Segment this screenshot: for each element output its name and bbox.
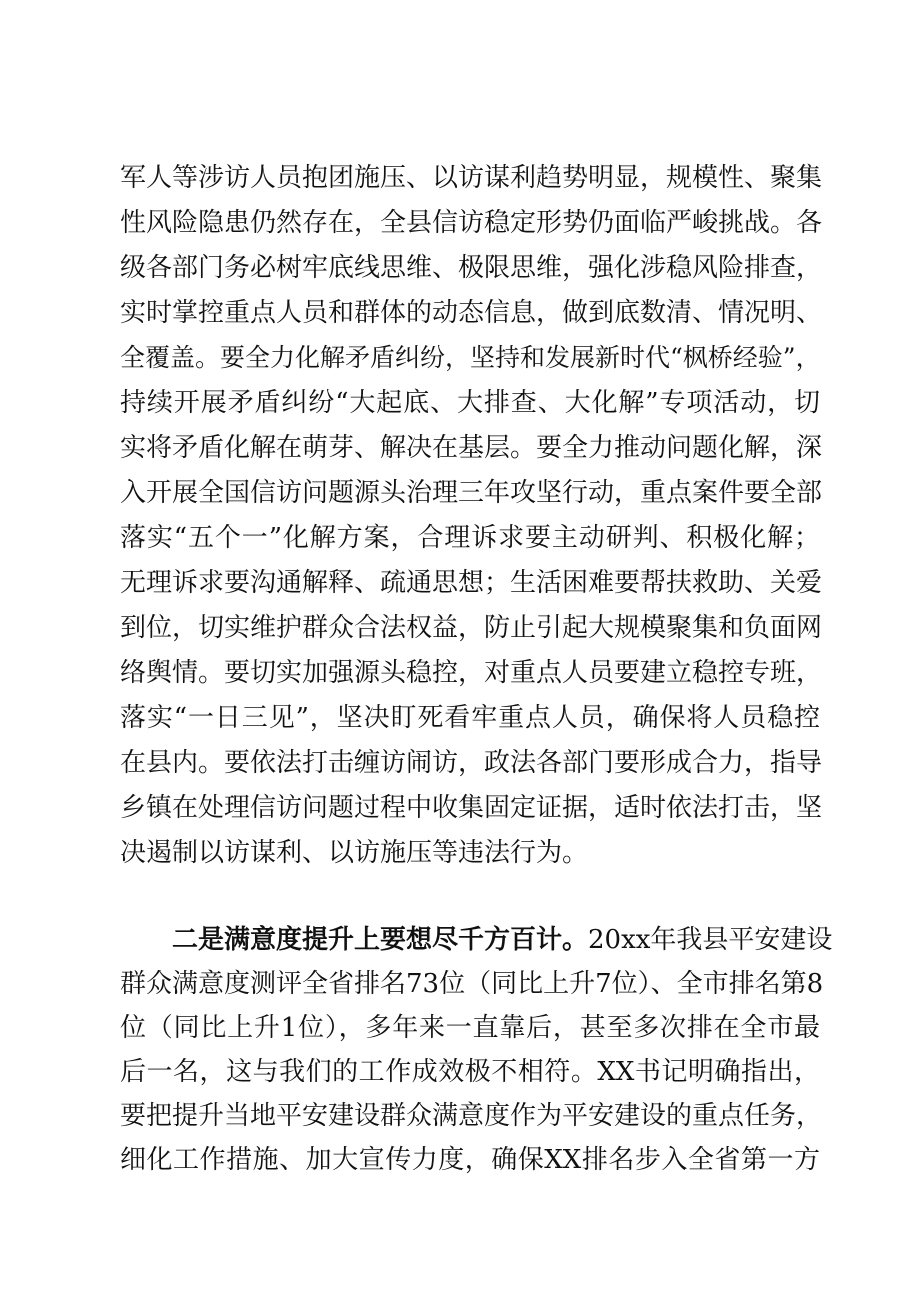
paragraph-line: 持续开展矛盾纠纷“大起底、大排查、大化解”专项活动，切 bbox=[120, 388, 820, 418]
paragraph-heading: 二是满意度提升上要想尽千方百计。 bbox=[172, 925, 589, 955]
paragraph-line: 性风险隐患仍然存在，全县信访稳定形势仍面临严峻挑战。各 bbox=[120, 208, 823, 238]
paragraph-line: 全覆盖。要全力化解矛盾纠纷，坚持和发展新时代“枫桥经验”， bbox=[120, 343, 821, 372]
paragraph-line: 落实“五个一”化解方案，合理诉求要主动研判、积极化解； bbox=[120, 523, 820, 553]
paragraph-line: 无理诉求要沟通解释、疏通思想；生活困难要帮扶救助、关爱 bbox=[120, 568, 823, 598]
paragraph-line: 要把提升当地平安建设群众满意度作为平安建设的重点任务， bbox=[120, 1101, 823, 1131]
paragraph-line: 落实“一日三见”，坚决盯死看牢重点人员，确保将人员稳控 bbox=[120, 703, 820, 733]
paragraph-line: 在县内。要依法打击缠访闹访，政法各部门要形成合力，指导 bbox=[120, 748, 823, 778]
paragraph-line: 络舆情。要切实加强源头稳控，对重点人员要建立稳控专班， bbox=[120, 658, 823, 688]
paragraph-line: 军人等涉访人员抱团施压、以访谋利趋势明显，规模性、聚集 bbox=[120, 163, 823, 193]
paragraph-first-line bbox=[172, 922, 833, 958]
paragraph-line: 实将矛盾化解在萌芽、解决在基层。要全力推动问题化解，深 bbox=[120, 433, 823, 463]
paragraph-line: 级各部门务必树牢底线思维、极限思维，强化涉稳风险排查， bbox=[120, 253, 823, 283]
paragraph-line: 入开展全国信访问题源头治理三年攻坚行动，重点案件要全部 bbox=[120, 478, 823, 508]
paragraph-line: 乡镇在处理信访问题过程中收集固定证据，适时依法打击，坚 bbox=[120, 793, 823, 823]
paragraph-line: 到位，切实维护群众合法权益，防止引起大规模聚集和负面网 bbox=[120, 613, 823, 643]
paragraph-line: 位（同比上升1位），多年来一直靠后，甚至多次排在全市最 bbox=[120, 1013, 820, 1043]
paragraph-line: 后一名，这与我们的工作成效极不相符。XX书记明确指出， bbox=[120, 1057, 820, 1087]
paragraph-line: 实时掌控重点人员和群体的动态信息，做到底数清、情况明、 bbox=[120, 298, 823, 328]
paragraph-line: 决遏制以访谋利、以访施压等违法行为。 bbox=[120, 838, 589, 868]
paragraph-text: 20xx年我县平安建设 bbox=[588, 925, 833, 955]
paragraph-line: 细化工作措施、加大宣传力度，确保XX排名步入全省第一方 bbox=[120, 1145, 820, 1175]
paragraph-line: 群众满意度测评全省排名73位（同比上升7位）、全市排名第8 bbox=[120, 969, 824, 999]
